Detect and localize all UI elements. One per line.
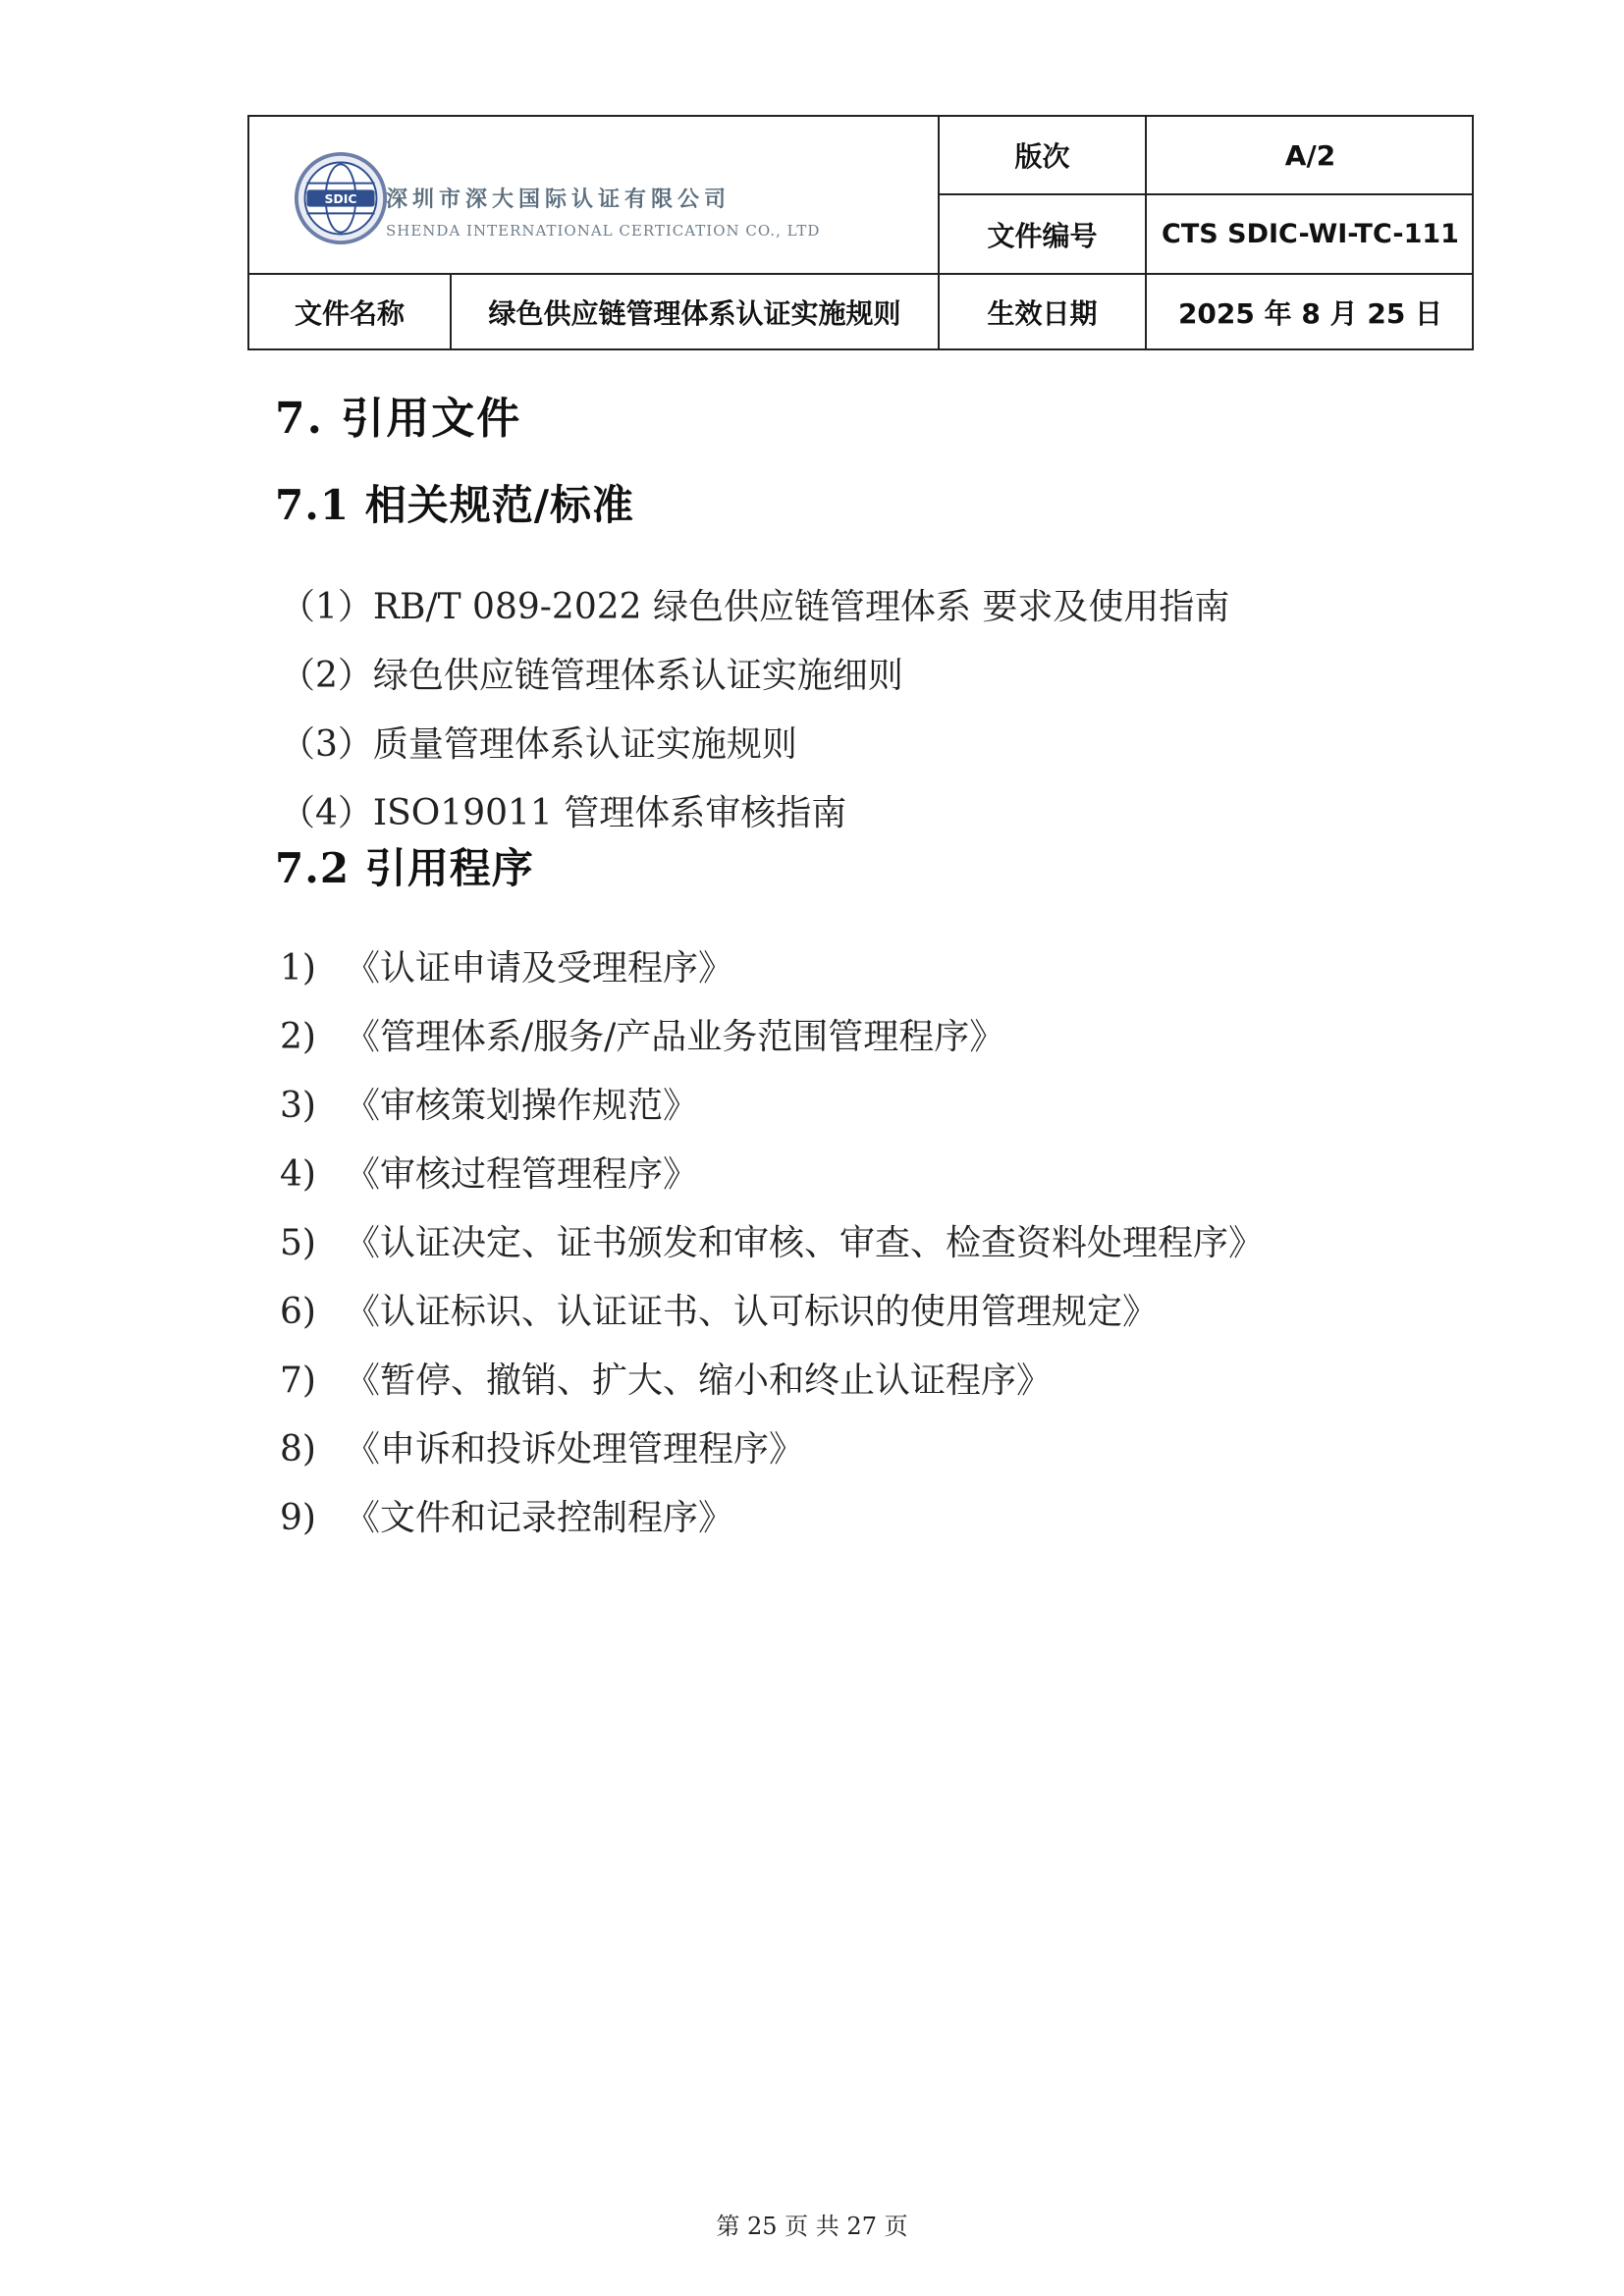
item-text: 《认证决定、证书颁发和审核、审查、检查资料处理程序》 (345, 1223, 1265, 1263)
list-item (280, 1353, 1052, 1403)
item-text: 《认证标识、认证证书、认可标识的使用管理规定》 (345, 1292, 1159, 1332)
version-value: A/2 (1284, 138, 1336, 172)
list-item: （4）ISO19011 管理体系审核指南 (280, 793, 847, 833)
item-text: 《文件和记录控制程序》 (345, 1498, 734, 1538)
item-text: 《审核策划操作规范》 (345, 1086, 699, 1126)
doc-name-value: 绿色供应链管理体系认证实施规则 (488, 296, 901, 330)
logo-mark-text: SDIC (324, 190, 357, 206)
doc-number-label: 文件编号 (987, 219, 1098, 252)
effective-date-label: 生效日期 (987, 296, 1098, 330)
list-item (280, 1284, 1158, 1334)
item-text: 《审核过程管理程序》 (345, 1154, 699, 1195)
globe-emblem-icon (294, 151, 388, 245)
section-title: 7. 引用文件 (275, 394, 522, 444)
item-text: 《暂停、撤销、扩大、缩小和终止认证程序》 (345, 1361, 1053, 1401)
item-number: 6) (280, 1292, 316, 1332)
company-name-en: SHENDA INTERNATIONAL CERTICATION CO., LTD (386, 222, 821, 240)
list-item (280, 1215, 1264, 1265)
list-item (280, 1490, 733, 1540)
doc-number-value: CTS SDIC-WI-TC-111 (1162, 219, 1459, 249)
item-number: 4) (280, 1154, 316, 1195)
list-item (280, 1078, 698, 1128)
item-number: 5) (280, 1223, 316, 1263)
doc-name-label: 文件名称 (294, 296, 405, 330)
item-number: 2) (280, 1017, 316, 1057)
item-number: 1) (280, 948, 316, 988)
list-item: （2）绿色供应链管理体系认证实施细则 (280, 656, 903, 696)
company-logo (294, 151, 821, 249)
list-item: （1）RB/T 089-2022 绿色供应链管理体系 要求及使用指南 (280, 587, 1230, 627)
item-text: 《管理体系/服务/产品业务范围管理程序》 (345, 1017, 1005, 1057)
item-text: 《申诉和投诉处理管理程序》 (345, 1429, 805, 1469)
list-item (280, 1421, 804, 1471)
document-header-table (247, 115, 1474, 350)
item-number: 3) (280, 1086, 316, 1126)
item-number: 7) (280, 1361, 316, 1401)
version-label: 版次 (1014, 140, 1070, 173)
list-item (280, 1009, 1004, 1059)
item-number: 9) (280, 1498, 316, 1538)
item-text: 《认证申请及受理程序》 (345, 948, 734, 988)
subsection-title-standards: 7.1 相关规范/标准 (275, 481, 635, 529)
effective-date-value: 2025 年 8 月 25 日 (1177, 296, 1443, 330)
item-number: 8) (280, 1429, 316, 1469)
list-item (280, 940, 733, 990)
list-item: （3）质量管理体系认证实施规则 (280, 724, 797, 765)
page-number: 第 25 页 共 27 页 (716, 2213, 908, 2240)
company-name-cn: 深圳市深大国际认证有限公司 (386, 187, 731, 212)
subsection-title-procedures: 7.2 引用程序 (275, 844, 534, 892)
list-item (280, 1147, 698, 1197)
